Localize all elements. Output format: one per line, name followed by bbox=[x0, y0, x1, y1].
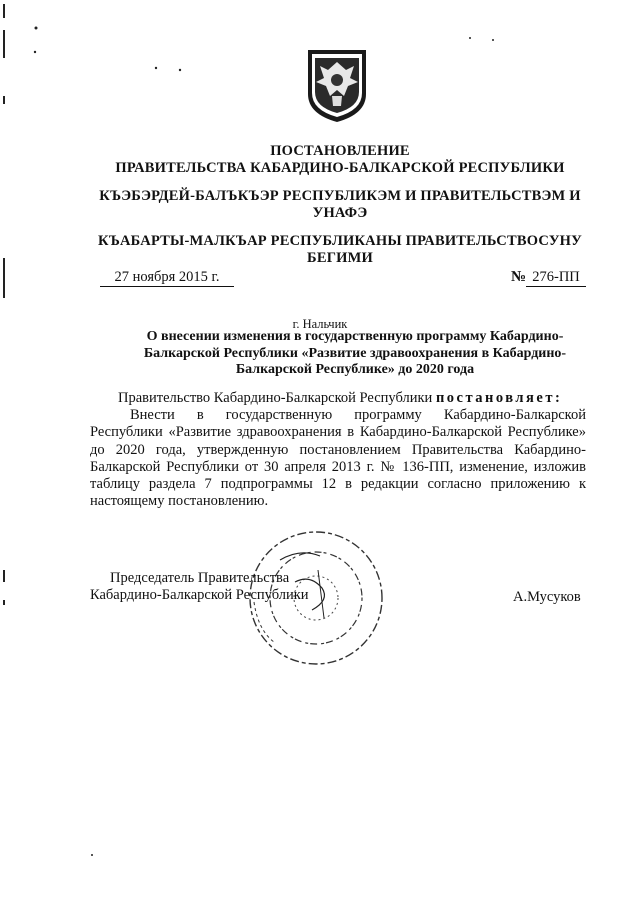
signatory-position bbox=[90, 570, 309, 603]
intro-paragraph bbox=[90, 390, 586, 407]
signatory-position-line-1: Председатель Правительства bbox=[110, 570, 290, 586]
resolution-title: О внесении изменения в государственную программу Кабардино-Балкарской Республики «Развитие здравоохранения в Кабардино-Балкарской Республике» до 2020 года bbox=[143, 329, 567, 377]
document-date: 27 ноября 2015 г. bbox=[100, 268, 234, 287]
city: г. Нальчик bbox=[292, 317, 348, 331]
heading-kabardian: КЪЭБЭРДЕЙ-БАЛЪКЪЭР РЕСПУБЛИКЭМ И ПРАВИТЕЛЬСТВЭМ И УНАФЭ bbox=[99, 188, 581, 221]
intro-prefix: Правительство Кабардино-Балкарской Республики bbox=[118, 390, 433, 406]
body-paragraph: Внести в государственную программу Кабардино-Балкарской Республики «Развитие здравоохранения в Кабардино-Балкарской Республике» до 2020 года, утвержденную постановлением Правительства Кабардино-Балкарской Республики от 30 апреля 2013 г. № 136-ПП, изменение, изложив таблицу раздела 7 подпрограммы 12 в редакции согласно приложению к настоящему постановлению. bbox=[90, 407, 586, 510]
heading-line-1: ПОСТАНОВЛЕНИЕ bbox=[270, 143, 410, 159]
number-label: № bbox=[511, 269, 527, 285]
document-type-heading bbox=[80, 143, 600, 177]
coat-of-arms-emblem bbox=[306, 44, 368, 124]
heading-line-2: ПРАВИТЕЛЬСТВА КАБАРДИНО-БАЛКАРСКОЙ РЕСПУБЛИКИ bbox=[115, 160, 565, 176]
signatory-name: А.Мусуков bbox=[513, 589, 581, 605]
heading-balkar: КЪАБАРТЫ-МАЛКЪАР РЕСПУБЛИКАНЫ ПРАВИТЕЛЬСТВОСУНУ БЕГИМИ bbox=[98, 233, 582, 266]
signatory-position-line-2: Кабардино-Балкарской Республики bbox=[90, 586, 309, 603]
intro-verb: постановляет: bbox=[435, 390, 563, 406]
document-number: 276-ПП bbox=[526, 268, 586, 287]
